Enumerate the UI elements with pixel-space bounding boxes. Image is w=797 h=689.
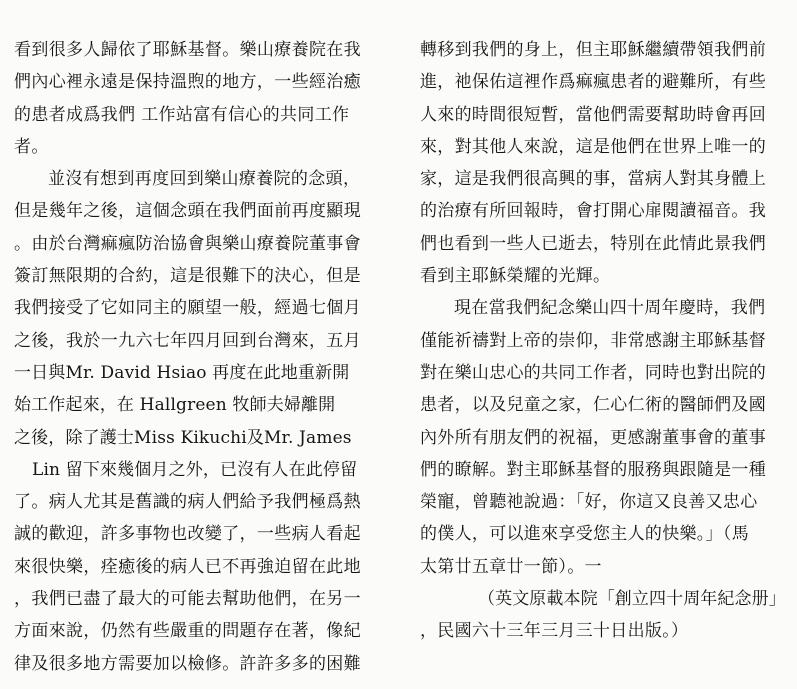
text-line: 一日與Mr. David Hsiao 再度在此地重新開: [14, 362, 350, 383]
text-line: 轉移到我們的身上，但主耶穌繼續帶領我們前: [420, 40, 766, 60]
text-line: 患者，以及兒童之家，仁心仁術的醫師們及國: [420, 395, 766, 416]
citation-line: ，民國六十三年三月三十日出版。）: [420, 621, 689, 642]
text-line: ，我們已盡了最大的可能去幫助他們，在另一: [14, 589, 361, 610]
text-line: 的治療有所回報時，會打開心扉閱讀福音。我: [420, 201, 766, 222]
text-line: 家，這是我們很高興的事，當病人對其身體上: [420, 169, 766, 190]
text-line: 誠的歡迎，許多事物也改變了，一些病人看起: [14, 524, 361, 545]
text-line: 對在樂山忠心的共同工作者，同時也對出院的: [420, 362, 766, 383]
text-line: 我們接受了它如同主的願望一般，經過七個月: [14, 298, 361, 319]
text-line: 但是幾年之後，這個念頭在我們面前再度顯現: [14, 201, 361, 222]
text-line: 榮寵，曾聽祂說過：「好，你這又良善又忠心: [420, 492, 758, 513]
paragraph-start-line: 並沒有想到再度回到樂山療養院的念頭，: [48, 169, 361, 190]
text-line: 之後，除了護士Miss Kikuchi及Mr. James: [14, 427, 352, 448]
text-line: 進，祂保佑這裡作爲痲瘋患者的避難所，有些: [420, 72, 766, 93]
text-line: Lin 留下來幾個月之外，已沒有人在此停留: [32, 459, 358, 480]
text-line: 者。: [14, 136, 49, 157]
paragraph-start-line: 現在當我們紀念樂山四十周年慶時，我們: [454, 298, 766, 319]
left-text-column: [14, 34, 386, 680]
text-line: 人來的時間很短暫，當他們需要幫助時會再回: [420, 104, 766, 125]
text-line: 來很快樂，痊癒後的病人已不再強迫留在此地: [14, 556, 361, 577]
text-line: 看到主耶穌榮耀的光輝。: [420, 266, 611, 287]
text-line: 僅能祈禱對上帝的崇仰，非常感謝主耶穌基督: [420, 330, 766, 351]
text-line: 太第廿五章廿一節）。一: [420, 556, 602, 577]
text-line: 內外所有朋友們的祝福，更感謝董事會的董事: [420, 427, 766, 448]
text-line: 方面來說，仍然有些嚴重的問題存在著，像紀: [14, 621, 361, 642]
citation-line: （英文原載本院「創立四十周年紀念册」: [478, 589, 786, 610]
text-line: 的僕人，可以進來享受您主人的快樂。」（馬: [420, 524, 749, 545]
right-text-column: [420, 34, 786, 648]
text-line: 們的瞭解。對主耶穌基督的服務與跟隨是一種: [420, 459, 766, 480]
text-line: 律及很多地方需要加以檢修。許許多多的困難: [14, 653, 361, 674]
text-line: 。由於台灣痲瘋防治協會與樂山療養院董事會: [14, 233, 361, 254]
text-line: 看到很多人歸依了耶穌基督。樂山療養院在我: [14, 40, 361, 60]
text-line: 簽訂無限期的合約，這是很難下的決心，但是: [14, 266, 361, 287]
text-line: 始工作起來，在 Hallgreen 牧師夫婦離開: [14, 395, 336, 416]
text-line: 們內心裡永遠是保持溫煦的地方，一些經治癒: [14, 72, 361, 93]
text-line: 之後，我於一九六七年四月回到台灣來，五月: [14, 330, 361, 351]
column-gutter: [398, 0, 399, 689]
text-line: 來，對其他人來說，這是他們在世界上唯一的: [420, 136, 766, 157]
text-line: 們也看到一些人已逝去，特別在此情此景我們: [420, 233, 766, 254]
text-line: 了。病人尤其是舊識的病人們給予我們極爲熱: [14, 492, 361, 513]
text-line: 的患者成爲我們 工作站富有信心的共同工作: [14, 104, 350, 125]
